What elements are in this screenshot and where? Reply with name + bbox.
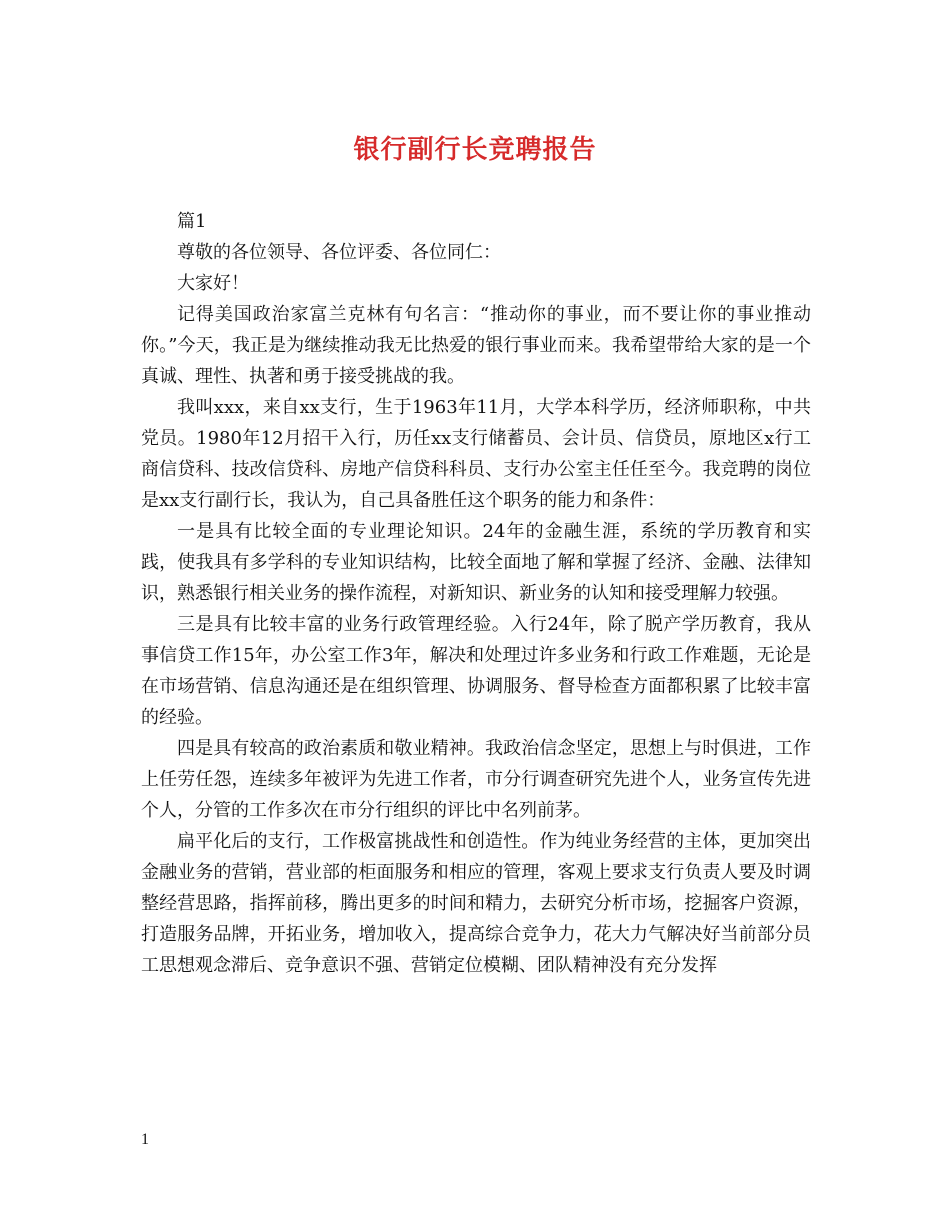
document-body xyxy=(141,206,811,981)
paragraph-branch-challenges: 扁平化后的支行，工作极富挑战性和创造性。作为纯业务经营的主体，更加突出金融业务的营销，营业部的柜面服务和相应的管理，客观上要求支行负责人要及时调整经营思路，指挥前移，腾出更多的时间和精力，去研究分析市场，挖掘客户资源，打造服务品牌，开拓业务，增加收入，提高综合竞争力，花大力气解决好当前部分员工思想观念滞后、竞争意识不强、营销定位模糊、团队精神没有充分发挥 xyxy=(141,831,811,976)
paragraph-salutation: 尊敬的各位领导、各位评委、各位同仁： xyxy=(177,242,501,263)
paragraph-quote: 记得美国政治家富兰克林有句名言：“推动你的事业，而不要让你的事业推动你。”今天，我正是为继续推动我无比热爱的银行事业而来。我希望带给大家的是一个真诚、理性、执著和勇于接受挑战的我。 xyxy=(141,304,811,387)
paragraph-greeting: 大家好！ xyxy=(177,273,249,294)
document-title: 银行副行长竞聘报告 xyxy=(353,135,597,165)
paragraph-section-label: 篇1 xyxy=(177,211,207,232)
paragraph-qualification-three: 三是具有比较丰富的业务行政管理经验。入行24年，除了脱产学历教育，我从事信贷工作15年，办公室工作3年，解决和处理过许多业务和行政工作难题，无论是在市场营销、信息沟通还是在组织管理、协调服务、督导检查方面都积累了比较丰富的经验。 xyxy=(141,614,811,728)
paragraph-qualification-one: 一是具有比较全面的专业理论知识。24年的金融生涯，系统的学历教育和实践，使我具有多学科的专业知识结构，比较全面地了解和掌握了经济、金融、法律知识，熟悉银行相关业务的操作流程，对新知识、新业务的认知和接受理解力较强。 xyxy=(141,521,811,604)
paragraph-self-introduction: 我叫xxx，来自xx支行，生于1963年11月，大学本科学历，经济师职称，中共党员。1980年12月招干入行，历任xx支行储蓄员、会计员、信贷员，原地区x行工商信贷科、技改信贷科、房地产信贷科科员、支行办公室主任任至今。我竞聘的岗位是xx支行副行长，我认为，自己具备胜任这个职务的能力和条件： xyxy=(141,397,811,511)
paragraph-qualification-four: 四是具有较高的政治素质和敬业精神。我政治信念坚定，思想上与时俱进，工作上任劳任怨，连续多年被评为先进工作者，市分行调查研究先进个人，业务宣传先进个人，分管的工作多次在市分行组织的评比中名列前茅。 xyxy=(141,738,811,821)
page-number: 1 xyxy=(141,1131,149,1148)
